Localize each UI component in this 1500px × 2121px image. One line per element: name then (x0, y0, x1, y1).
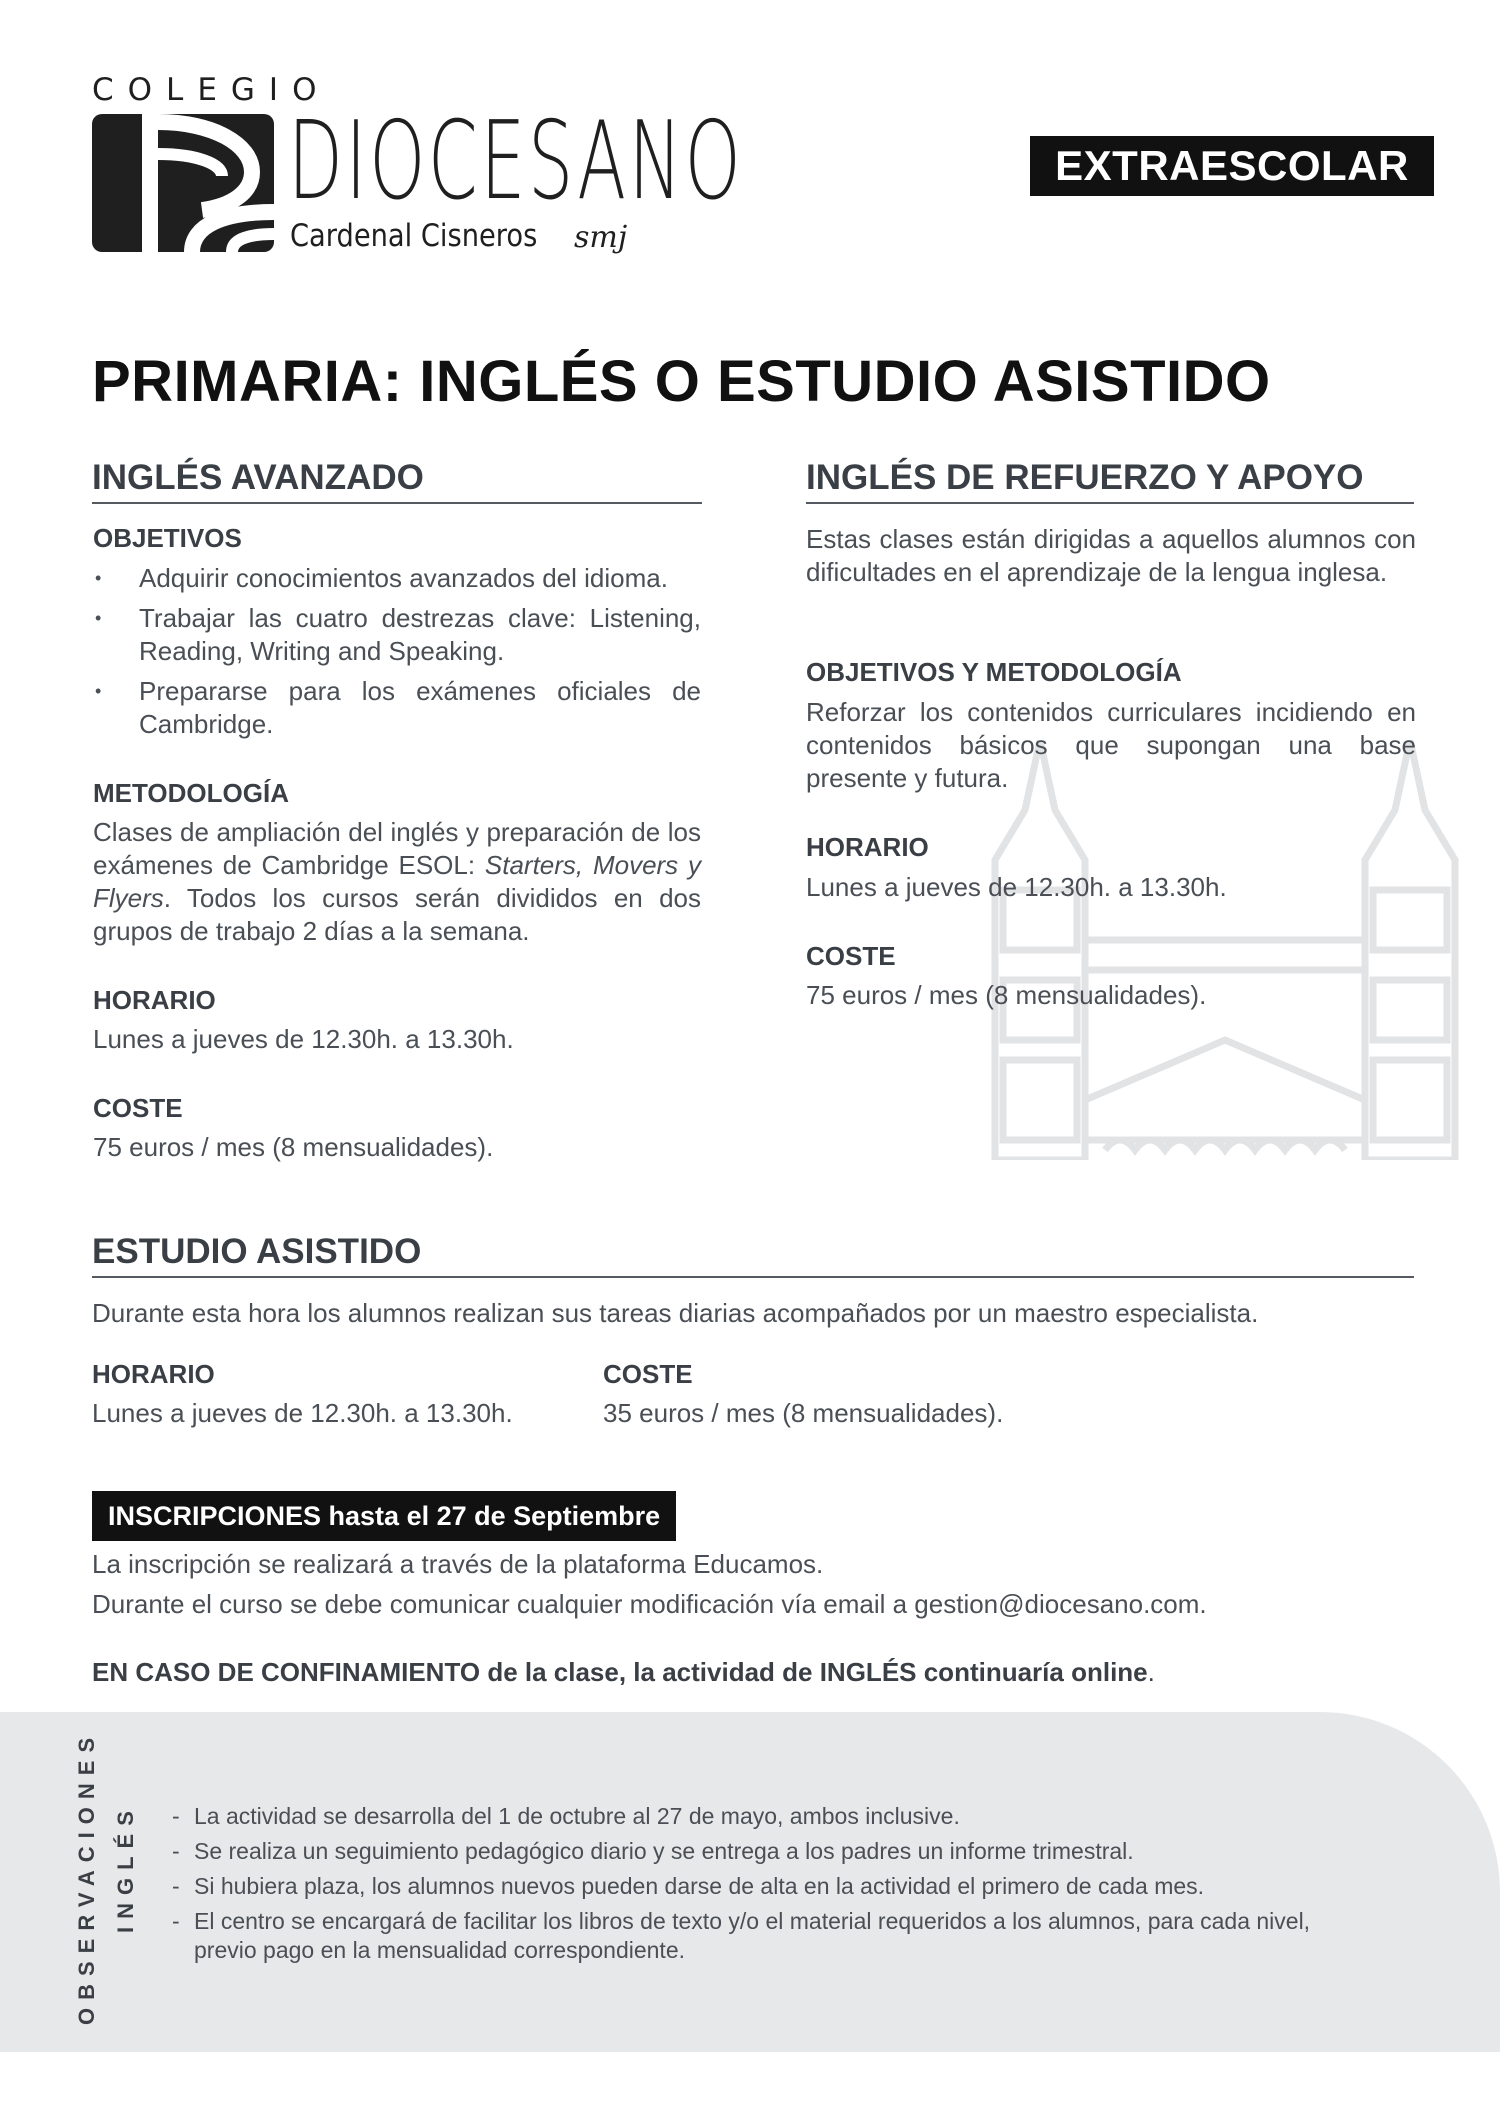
ingles-label-wrap (113, 1733, 143, 1933)
list-item: - El centro se encargará de facilitar los libros de texto y/o el material requeridos a los alumnos, para cada nivel, previo pago en la mensualidad correspondiente. (172, 1907, 1362, 1965)
modificacion-text: Durante el curso se debe comunicar cualquier modificación vía email a gestion@diocesano.com. (92, 1589, 1207, 1619)
logo-wordmark: DIOCESANO (288, 99, 744, 224)
smj-logo: smj (574, 220, 628, 255)
objetivos-label: OBJETIVOS (93, 523, 242, 553)
tower-bridge-watermark-icon (985, 740, 1465, 1160)
coste-label: COSTE (603, 1359, 693, 1389)
metodologia-label: METODOLOGÍA (93, 778, 289, 808)
coste-text: 35 euros / mes (8 mensualidades). (603, 1398, 1004, 1428)
logo-subtitle: Cardenal Cisneros (290, 218, 538, 254)
objetivos-metodologia-text: Reforzar los contenidos curriculares incidiendo en contenidos básicos que supongan una base presente y futura. (806, 697, 1416, 793)
coste-label: COSTE (806, 941, 896, 971)
refuerzo-intro: Estas clases están dirigidas a aquellos alumnos con dificultades en el aprendizaje de la lengua inglesa. (806, 524, 1416, 587)
coste-text: 75 euros / mes (8 mensualidades). (93, 1132, 494, 1162)
horario-text: Lunes a jueves de 12.30h. a 13.30h. (92, 1398, 513, 1428)
logo-top-text: COLEGIO (92, 72, 331, 108)
list-item: • Prepararse para los exámenes oficiales de Cambridge. (93, 675, 701, 741)
extraescolar-badge: EXTRAESCOLAR (1030, 136, 1434, 196)
horario-text: Lunes a jueves de 12.30h. a 13.30h. (806, 872, 1227, 902)
observaciones-list (172, 1802, 1362, 1971)
list-item: - La actividad se desarrolla del 1 de octubre al 27 de mayo, ambos inclusive. (172, 1802, 1362, 1831)
ingles-refuerzo-heading: INGLÉS DE REFUERZO Y APOYO (806, 458, 1414, 504)
logo-mark-icon (92, 114, 274, 252)
metodologia-text: Clases de ampliación del inglés y preparación de los exámenes de Cambridge ESOL: Starters, Movers y Flyers. Todos los cursos serán divididos en dos grupos de trabajo 2 días a la semana. (93, 817, 701, 946)
estudio-asistido-heading: ESTUDIO ASISTIDO (92, 1232, 1414, 1278)
list-item: - Si hubiera plaza, los alumnos nuevos pueden darse de alta en la actividad el primero de cada mes. (172, 1872, 1362, 1901)
school-logo (92, 72, 744, 272)
objetivos-metodologia-label: OBJETIVOS Y METODOLOGÍA (806, 657, 1182, 687)
horario-label: HORARIO (806, 832, 929, 862)
horario-text: Lunes a jueves de 12.30h. a 13.30h. (93, 1024, 514, 1054)
coste-label: COSTE (93, 1093, 183, 1123)
horario-label: HORARIO (93, 985, 216, 1015)
observaciones-label: OBSERVACIONES (74, 1729, 99, 2025)
confinamiento-notice: EN CASO DE CONFINAMIENTO de la clase, la actividad de INGLÉS continuaría online. (92, 1657, 1155, 1687)
objetivos-list (93, 562, 701, 748)
list-item: - Se realiza un seguimiento pedagógico diario y se entrega a los padres un informe trimestral. (172, 1837, 1362, 1866)
inscripciones-badge: INSCRIPCIONES hasta el 27 de Septiembre (92, 1491, 676, 1541)
observaciones-label-wrap (74, 1685, 104, 2025)
ingles-avanzado-heading: INGLÉS AVANZADO (92, 458, 702, 504)
ingles-label: INGLÉS (113, 1803, 138, 1933)
coste-text: 75 euros / mes (8 mensualidades). (806, 980, 1207, 1010)
horario-label: HORARIO (92, 1359, 215, 1389)
list-item: • Adquirir conocimientos avanzados del idioma. (93, 562, 701, 595)
list-item: • Trabajar las cuatro destrezas clave: Listening, Reading, Writing and Speaking. (93, 602, 701, 668)
estudio-intro: Durante esta hora los alumnos realizan sus tareas diarias acompañados por un maestro especialista. (92, 1298, 1259, 1328)
page-title: PRIMARIA: INGLÉS O ESTUDIO ASISTIDO (92, 349, 1271, 414)
inscripcion-text: La inscripción se realizará a través de la plataforma Educamos. (92, 1549, 824, 1579)
